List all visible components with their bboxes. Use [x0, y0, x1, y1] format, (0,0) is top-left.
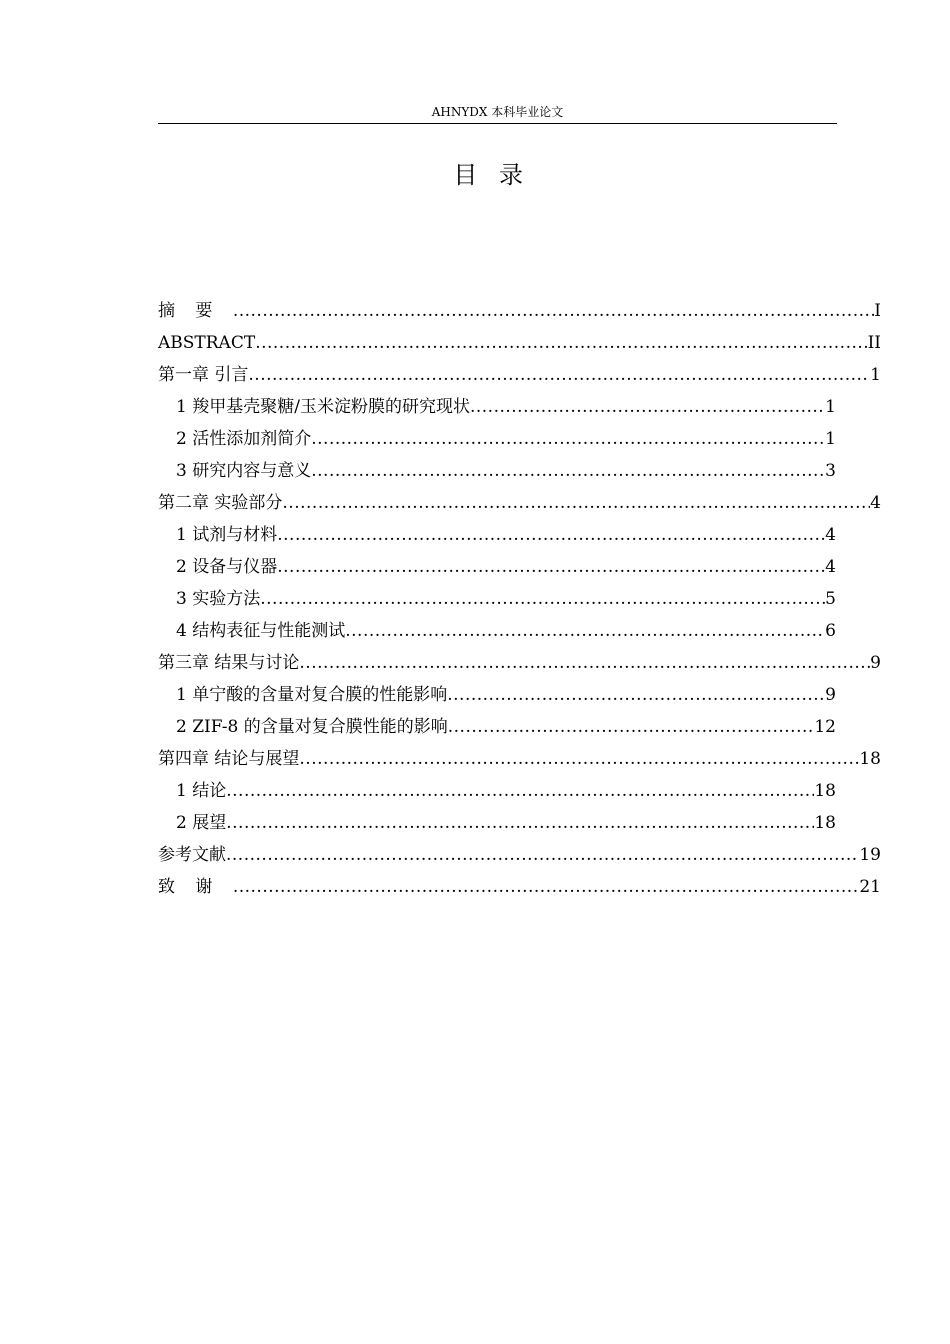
dot-leader [299, 651, 870, 675]
toc-entry-chapter-3[interactable] [158, 651, 881, 675]
dot-leader [448, 715, 815, 739]
toc-entry-section-1-3[interactable] [176, 459, 836, 483]
dot-leader [311, 427, 825, 451]
toc-entry-section-3-2[interactable] [176, 715, 836, 739]
toc-entry-page: II [867, 333, 881, 353]
toc-entry-label: 2 活性添加剂简介 [176, 429, 312, 449]
toc-entry-page: 9 [825, 685, 836, 705]
toc-entry-page: I [874, 301, 881, 321]
toc-entry-label: 第一章 引言 [158, 365, 249, 385]
dot-leader [248, 363, 870, 387]
toc-entry-page: 5 [825, 589, 836, 609]
toc-entry-chapter-4[interactable] [158, 747, 881, 771]
toc-entry-abstract-en[interactable] [158, 331, 881, 355]
toc-entry-label: 参考文献 [158, 845, 226, 865]
toc-entry-label: 2 设备与仪器 [176, 557, 278, 577]
dot-leader [226, 811, 814, 835]
dot-leader [311, 459, 825, 483]
toc-entry-label: 4 结构表征与性能测试 [176, 621, 346, 641]
running-header-text: AHNYDX 本科毕业论文 [431, 105, 564, 119]
toc-entry-label: 3 实验方法 [176, 589, 261, 609]
toc-entry-label: 2 ZIF-8 的含量对复合膜性能的影响 [176, 717, 448, 737]
toc-entry-page: 9 [870, 653, 881, 673]
dot-leader [345, 619, 825, 643]
toc-entry-page: 18 [814, 813, 836, 833]
dot-leader [233, 875, 860, 899]
toc-entry-chapter-1[interactable] [158, 363, 881, 387]
toc-entry-page: 4 [825, 525, 836, 545]
dot-leader [260, 587, 825, 611]
toc-entry-page: 4 [870, 493, 881, 513]
dot-leader [299, 747, 859, 771]
toc-entry-label: 1 单宁酸的含量对复合膜的性能影响 [176, 685, 448, 705]
toc-entry-label: 1 羧甲基壳聚糖/玉米淀粉膜的研究现状 [176, 397, 470, 417]
toc-entry-label: 2 展望 [176, 813, 227, 833]
toc-entry-references[interactable] [158, 843, 881, 867]
toc-entry-page: 18 [859, 749, 881, 769]
toc-entry-section-1-1[interactable] [176, 395, 836, 419]
toc-entry-chapter-2[interactable] [158, 491, 881, 515]
toc-entry-page: 6 [825, 621, 836, 641]
toc-entry-label: 1 结论 [176, 781, 227, 801]
toc-entry-page: 18 [814, 781, 836, 801]
dot-leader [255, 331, 867, 355]
toc-entry-section-4-1[interactable] [176, 779, 836, 803]
toc-entry-page: 1 [870, 365, 881, 385]
toc-entry-label: 第三章 结果与讨论 [158, 653, 300, 673]
toc-entry-section-2-2[interactable] [176, 555, 836, 579]
dot-leader [233, 299, 874, 323]
toc-entry-section-2-4[interactable] [176, 619, 836, 643]
toc-entry-abstract-cn[interactable] [158, 299, 881, 323]
toc-entry-label: 3 研究内容与意义 [176, 461, 312, 481]
dot-leader [226, 843, 859, 867]
dot-leader [470, 395, 825, 419]
dot-leader [277, 523, 825, 547]
toc-entry-label: 1 试剂与材料 [176, 525, 278, 545]
toc-entry-section-4-2[interactable] [176, 811, 836, 835]
toc-entry-label: 第四章 结论与展望 [158, 749, 300, 769]
toc-entry-section-3-1[interactable] [176, 683, 836, 707]
toc-entry-page: 21 [859, 877, 881, 897]
toc-entry-section-2-3[interactable] [176, 587, 836, 611]
toc-entry-page: 3 [825, 461, 836, 481]
toc-entry-page: 4 [825, 557, 836, 577]
toc-title: 目录 [453, 161, 545, 189]
dot-leader [277, 555, 825, 579]
dot-leader [226, 779, 814, 803]
dot-leader [447, 683, 825, 707]
toc-entry-acknowledgements[interactable] [158, 875, 881, 899]
toc-entry-section-1-2[interactable] [176, 427, 836, 451]
toc-entry-page: 1 [825, 397, 836, 417]
toc-entry-section-2-1[interactable] [176, 523, 836, 547]
toc-entry-page: 1 [825, 429, 836, 449]
toc-entry-label: 第二章 实验部分 [158, 493, 283, 513]
dot-leader [282, 491, 870, 515]
toc-entry-label: ABSTRACT [158, 333, 256, 353]
toc-entry-label: 摘要 [158, 301, 233, 321]
toc-entry-label: 致谢 [158, 877, 233, 897]
toc-entry-page: 12 [814, 717, 836, 737]
toc-entry-page: 19 [859, 845, 881, 865]
